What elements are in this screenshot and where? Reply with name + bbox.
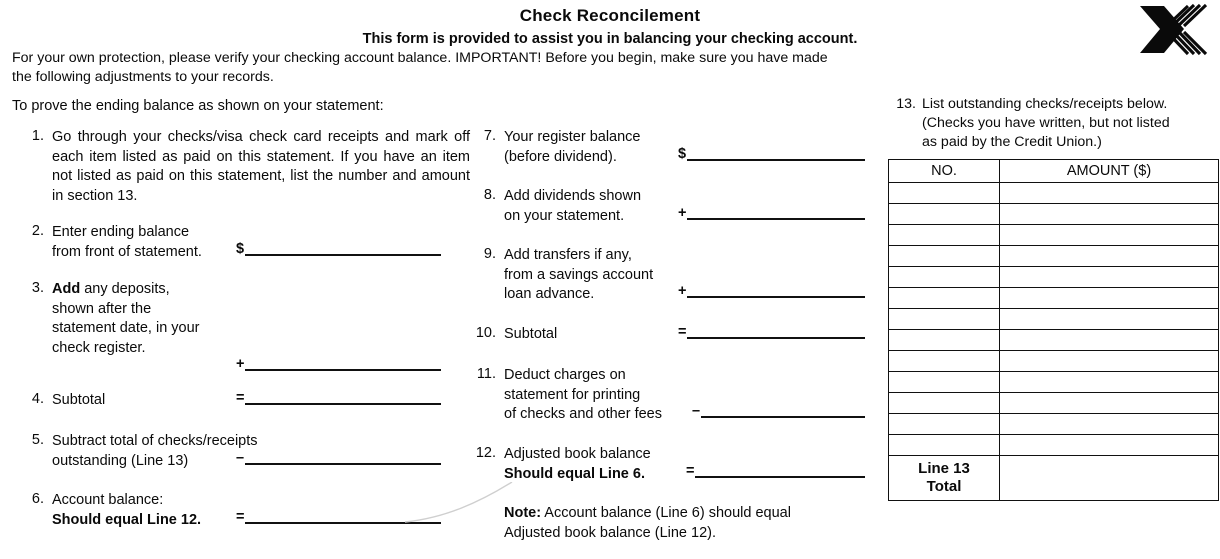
table-row [889, 435, 1219, 456]
item-bold-text: Should equal Line 6. [504, 465, 645, 482]
fill-symbol: = [236, 390, 245, 406]
cell-check-number[interactable] [889, 393, 1000, 414]
fill-line-5[interactable] [236, 451, 441, 465]
fill-symbol: $ [236, 241, 245, 257]
note-text-1: Account balance (Line 6) should equal [541, 505, 791, 521]
item-text-line1: Account balance: [52, 492, 164, 508]
item-text-line1: Add dividends shown [504, 188, 642, 204]
document-header [0, 0, 1220, 47]
credit-union-x-logo [1134, 2, 1212, 57]
item-text-line1: Adjusted book balance [504, 446, 651, 462]
lead-in-text: To prove the ending balance as shown on your statement: [12, 98, 384, 114]
cell-check-number[interactable] [889, 288, 1000, 309]
column-header-amount: AMOUNT ($) [1000, 160, 1219, 183]
item-number: 9. [483, 246, 496, 262]
table-row [889, 372, 1219, 393]
item-bold-lead: Add [52, 281, 81, 297]
table-row [889, 246, 1219, 267]
item-number: 11. [476, 366, 496, 382]
fill-symbol: + [678, 205, 687, 221]
fill-line-10[interactable] [678, 325, 865, 339]
fill-rule[interactable] [245, 368, 441, 371]
item-text-line1: Subtract total of checks/receipts [52, 433, 258, 449]
total-label-line1: Line 13 [918, 460, 970, 477]
page-subtitle: This form is provided to assist you in balancing your checking account. [362, 31, 858, 47]
fill-rule[interactable] [245, 402, 441, 405]
table-row [889, 225, 1219, 246]
item-text-line2: from front of statement. [52, 243, 202, 260]
note-label: Note: [504, 505, 542, 521]
cell-check-amount[interactable] [1000, 372, 1219, 393]
total-label-line2: Total [926, 478, 962, 495]
item-number: 13. [896, 96, 916, 112]
table-foot [889, 456, 1219, 501]
list-item-12 [470, 445, 880, 493]
cell-check-amount[interactable] [1000, 351, 1219, 372]
cell-check-number[interactable] [889, 435, 1000, 456]
table-row [889, 393, 1219, 414]
page-title: Check Reconcilement [519, 6, 701, 25]
fill-symbol: – [692, 403, 701, 419]
item-number: 12. [475, 445, 496, 461]
line-13-total-label [889, 456, 1000, 501]
item-text-line3: statement date, in your [52, 320, 200, 336]
fill-rule[interactable] [687, 158, 865, 161]
table-row [889, 330, 1219, 351]
list-item-6 [18, 491, 470, 539]
cell-check-amount[interactable] [1000, 393, 1219, 414]
fill-rule[interactable] [701, 415, 865, 418]
item-text-line4: check register. [52, 339, 146, 356]
cell-check-number[interactable] [889, 309, 1000, 330]
item-text: Go through your checks/visa check card receipts and mark off each item listed as paid on this statement. If you have an item not listed as paid on this statement, list the number and amount in section 13. [52, 129, 470, 204]
fill-symbol: = [686, 463, 695, 479]
cell-check-amount[interactable] [1000, 204, 1219, 225]
table-row [889, 309, 1219, 330]
table-header-row [889, 160, 1219, 183]
item-text-line2: (before dividend). [504, 148, 617, 165]
item-bold-text: Should equal Line 12. [52, 511, 202, 528]
fill-rule[interactable] [687, 336, 865, 339]
list-item-11 [470, 366, 880, 434]
cell-check-amount[interactable] [1000, 288, 1219, 309]
list-item-8 [470, 187, 880, 235]
list-item-7 [470, 128, 880, 176]
cell-check-number[interactable] [889, 330, 1000, 351]
cell-check-amount[interactable] [1000, 309, 1219, 330]
fill-line-3[interactable] [236, 357, 441, 371]
cell-check-number[interactable] [889, 246, 1000, 267]
fill-rule[interactable] [695, 475, 865, 478]
item-text-line1: Your register balance [504, 129, 641, 145]
section-13-line3: as paid by the Credit Union.) [922, 134, 1102, 150]
list-item-5 [18, 432, 470, 480]
cell-check-number[interactable] [889, 225, 1000, 246]
fill-rule[interactable] [687, 217, 865, 220]
item-text-line3: of checks and other fees [504, 406, 662, 422]
outstanding-checks-table [888, 159, 1219, 501]
list-item-1 [18, 128, 470, 212]
intro-paragraph: For your own protection, please verify your checking account balance. IMPORTANT! Before you begin, make sure you have made the following adjustments to your records. [12, 50, 828, 85]
list-item-9 [470, 246, 880, 314]
cell-check-amount[interactable] [1000, 330, 1219, 351]
list-item-4 [18, 391, 470, 421]
table-row [889, 183, 1219, 204]
table-row [889, 414, 1219, 435]
table-head [889, 160, 1219, 183]
list-item-10 [470, 325, 880, 355]
cell-check-number[interactable] [889, 183, 1000, 204]
note-line1 [504, 504, 880, 524]
table-row [889, 204, 1219, 225]
middle-column [470, 128, 880, 559]
item-text-line2: from a savings account [504, 266, 654, 283]
item-number: 7. [483, 128, 496, 144]
fill-line-8[interactable] [678, 206, 865, 220]
cell-check-amount[interactable] [1000, 246, 1219, 267]
cell-check-number[interactable] [889, 414, 1000, 435]
left-column [18, 128, 470, 550]
fill-line-4[interactable] [236, 391, 441, 405]
fill-line-9[interactable] [678, 284, 865, 298]
table-row [889, 267, 1219, 288]
list-item-2 [18, 223, 470, 269]
cell-check-number[interactable] [889, 267, 1000, 288]
item-number: 5. [31, 432, 44, 448]
fill-symbol: = [678, 324, 687, 340]
fill-line-11[interactable] [692, 404, 865, 418]
item-number: 6. [31, 491, 44, 507]
fill-line-7[interactable] [678, 147, 865, 161]
item-text-line2: shown after the [52, 300, 152, 317]
cell-check-amount[interactable] [1000, 414, 1219, 435]
table-row [889, 288, 1219, 309]
table-total-row [889, 456, 1219, 501]
fill-symbol: – [236, 450, 245, 466]
item-number: 8. [483, 187, 496, 203]
line-13-total-value[interactable] [1000, 456, 1219, 501]
fill-rule[interactable] [245, 462, 441, 465]
item-number: 1. [31, 128, 44, 144]
column-header-no: NO. [889, 160, 1000, 183]
cell-check-amount[interactable] [1000, 267, 1219, 288]
item-text-line3: loan advance. [504, 286, 595, 302]
table-row [889, 351, 1219, 372]
fill-symbol: = [236, 509, 245, 525]
item-text-line2: outstanding (Line 13) [52, 452, 189, 469]
cell-check-number[interactable] [889, 372, 1000, 393]
section-13-line2: (Checks you have written, but not listed [922, 115, 1170, 131]
item-text-line2: on your statement. [504, 207, 625, 224]
item-text-line1: Deduct charges on [504, 367, 626, 383]
cell-check-amount[interactable] [1000, 183, 1219, 204]
section-13-line1: List outstanding checks/receipts below. [922, 96, 1168, 112]
fill-rule[interactable] [687, 295, 865, 298]
item-text-rest: any deposits, [80, 281, 170, 297]
fill-symbol: + [236, 356, 245, 372]
item-number: 10. [475, 325, 496, 341]
section-13-heading [892, 95, 1217, 152]
cell-check-amount[interactable] [1000, 435, 1219, 456]
item-text-line1: Enter ending balance [52, 224, 190, 240]
item-text-line1: Subtotal [504, 326, 558, 342]
fill-symbol: + [678, 283, 687, 299]
item-number: 3. [31, 280, 44, 296]
item-number: 2. [31, 223, 44, 239]
list-item-3 [18, 280, 470, 380]
cell-check-number[interactable] [889, 204, 1000, 225]
note-block [470, 504, 880, 548]
item-text-line1: Add transfers if any, [504, 247, 632, 263]
fill-rule[interactable] [245, 253, 441, 256]
section-13-header [892, 95, 1217, 152]
fill-line-6[interactable] [236, 510, 441, 524]
table-body [889, 183, 1219, 456]
item-text-line1 [52, 280, 470, 300]
fill-symbol: $ [678, 146, 687, 162]
item-number: 4. [31, 391, 44, 407]
cell-check-amount[interactable] [1000, 225, 1219, 246]
fill-line-2[interactable] [236, 242, 441, 256]
cell-check-number[interactable] [889, 351, 1000, 372]
item-text-line2: statement for printing [504, 386, 641, 403]
fill-line-12[interactable] [686, 464, 865, 478]
note-line2: Adjusted book balance (Line 12). [504, 524, 717, 541]
item-text-line1: Subtotal [52, 392, 106, 408]
